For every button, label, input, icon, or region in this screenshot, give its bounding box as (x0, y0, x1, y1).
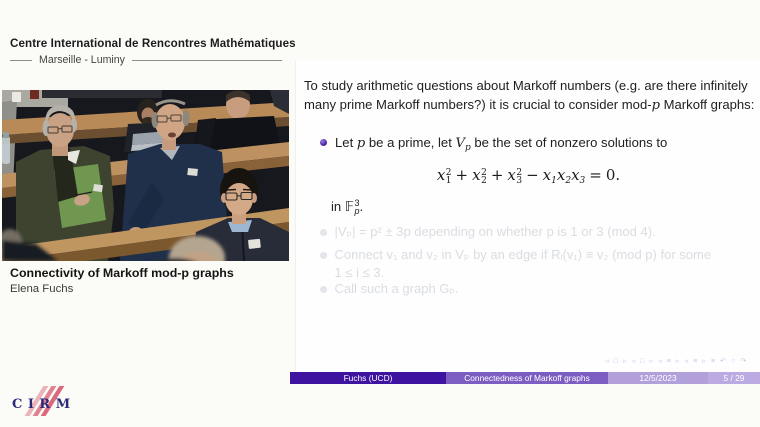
eq-sub: 3 (579, 176, 586, 186)
markoff-equation (296, 166, 760, 186)
cirm-logo (10, 386, 82, 420)
eq-supsub: 2 3 (516, 168, 523, 186)
math-var-p: p (651, 98, 660, 113)
eq-op: = (589, 166, 602, 184)
slide-intro-paragraph (304, 76, 756, 115)
divider-line (132, 60, 282, 61)
eq-supsub: 2 1 (445, 168, 452, 186)
faded-bullet-edges (304, 246, 756, 282)
eq-var: x (436, 166, 446, 184)
bullet-ball-icon (320, 139, 327, 146)
faded-bullet-ball-icon (320, 229, 327, 236)
bullet-item-prime (304, 133, 754, 158)
organization-header (10, 37, 296, 66)
beamer-navigation-symbols[interactable]: ◃ □ ▹ ◃ □ ▹ ◃ ≡ ▹ ◃ ≡ ▹ ≡ ↶ ○ ↷ (605, 356, 747, 365)
audience-photo-illustration (2, 90, 289, 261)
footline-author: Fuchs (UCD) (290, 372, 446, 384)
intro-text: To study arithmetic questions about Markoff numbers (e.g. are there infinitely many prime Markoff numbers?) it is crucial to consider mod- (304, 78, 748, 112)
eq-var: x (571, 166, 580, 184)
talk-info (10, 266, 234, 295)
math-var-p: p (356, 136, 366, 151)
eq-op: + (490, 166, 504, 184)
eq-op: − (526, 166, 539, 184)
faded-bullet-graph-name (304, 280, 756, 298)
eq-var: x (507, 166, 516, 184)
faded-bullet-text: Connect v₁ and v₂ in Vₚ by an edge if Rᵢ(v₁) ≡ v₂ (mod p) for some 1 ≤ i ≤ 3. (334, 247, 712, 280)
eq-var: x (472, 166, 481, 184)
bullet-text-part: be a prime, let (365, 135, 456, 150)
eq-var: x (542, 166, 552, 184)
faded-bullet-ball-icon (320, 252, 327, 259)
eq-sub: 2 (565, 176, 572, 186)
presentation-slide (295, 60, 760, 373)
math-var-V: V (455, 136, 465, 151)
organization-subtitle-row (10, 54, 282, 66)
blackboard-F-symbol: 𝔽 (344, 199, 354, 215)
bullet-text (335, 133, 667, 158)
organization-title: Centre International de Rencontres Mathématiques (10, 37, 296, 50)
field-supsub: 3 p (354, 198, 360, 216)
field-text: in (331, 199, 345, 214)
faded-bullet-ball-icon (320, 286, 327, 293)
field-text-end: . (359, 199, 364, 214)
eq-var: x (556, 166, 566, 184)
faded-bullet-text: Call such a graph Gₚ. (334, 281, 459, 296)
slide-footline (290, 372, 760, 384)
faded-bullet-cardinality (304, 223, 756, 241)
math-sub-p: p (464, 143, 471, 153)
field-statement (331, 199, 363, 216)
bullet-text-part: be the set of nonzero solutions to (470, 135, 668, 150)
talk-title: Connectivity of Markoff mod-p graphs (10, 266, 234, 280)
eq-op: + (455, 166, 469, 184)
divider-line (10, 60, 32, 61)
eq-sub: 1 (551, 176, 557, 186)
eq-supsub: 2 2 (481, 168, 487, 186)
eq-rhs: 0. (605, 166, 621, 184)
lecture-audience-photo (2, 90, 289, 261)
footline-short-title: Connectedness of Markoff graphs (446, 372, 608, 384)
faded-bullet-text: |Vₚ| = p² ± 3p depending on whether p is 1 or 3 (mod 4). (334, 224, 656, 239)
cirm-logo-text: CIRM (12, 397, 76, 412)
footline-page-number: 5 / 29 (708, 372, 760, 384)
bullet-text-part: Let (335, 135, 357, 150)
intro-text-end: Markoff graphs: (659, 97, 755, 112)
organization-subtitle: Marseille - Luminy (39, 54, 125, 66)
talk-speaker: Elena Fuchs (10, 283, 74, 295)
footline-date: 12/5/2023 (608, 372, 708, 384)
